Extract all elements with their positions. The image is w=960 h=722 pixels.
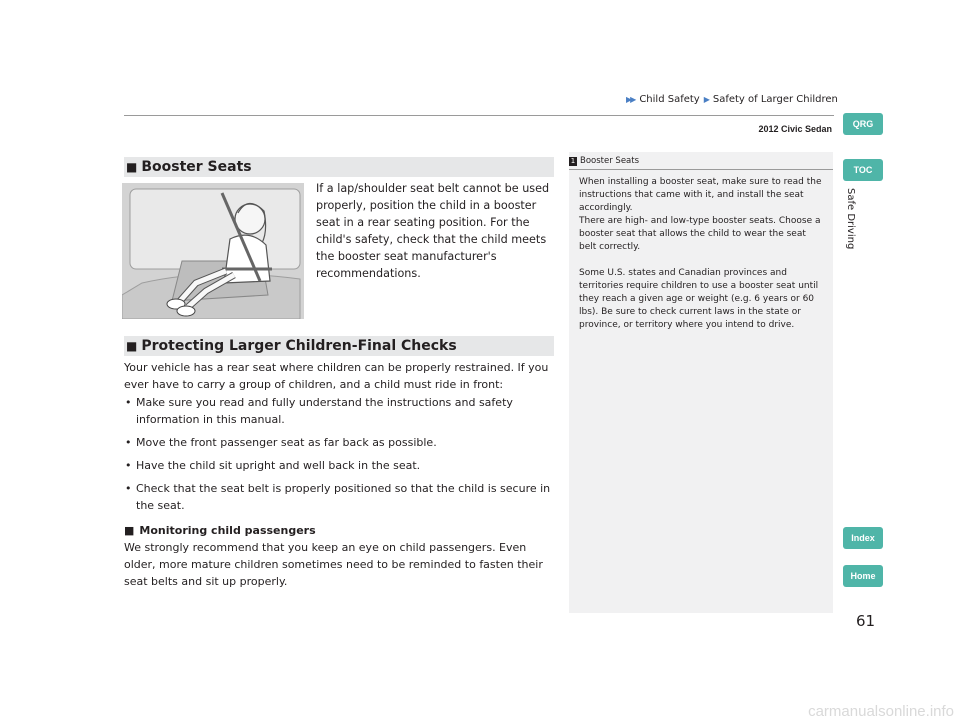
section-title: Booster Seats [141, 159, 252, 175]
subsection-marker-icon: ■ [124, 524, 135, 537]
bullet-icon: • [125, 482, 132, 495]
list-item: • Have the child sit upright and well back in the seat. [125, 459, 421, 472]
section-title: Protecting Larger Children-Final Checks [141, 338, 457, 354]
home-button[interactable]: Home [843, 565, 883, 587]
bullet-icon: • [125, 436, 132, 449]
index-button[interactable]: Index [843, 527, 883, 549]
list-item: • Make sure you read and fully understand the instructions and safety information in this manual. [125, 396, 513, 426]
note-number-badge: 1 [570, 157, 576, 165]
sidebar-paragraph: When installing a booster seat, make sure to read the instructions that came with it, and install the seat accordingly. [579, 177, 822, 213]
booster-seat-illustration [122, 183, 304, 319]
sidebar-header [569, 156, 833, 170]
breadcrumb-child-safety[interactable]: Child Safety [639, 94, 700, 105]
section-tab-safe-driving: Safe Driving [845, 188, 856, 250]
section-header-booster-seats [124, 157, 554, 177]
final-checks-intro: Your vehicle has a rear seat where children can be properly restrained. If you ever have to carry a group of children, and a child must ride in front: [124, 361, 549, 391]
subheading-title: Monitoring child passengers [139, 524, 316, 537]
bullet-icon: • [125, 396, 132, 409]
list-item: • Check that the seat belt is properly positioned so that the child is secure in the seat. [125, 482, 551, 512]
sidebar-body [579, 176, 823, 332]
qrg-button[interactable]: QRG [843, 113, 883, 135]
monitoring-paragraph: We strongly recommend that you keep an eye on child passengers. Even older, more mature children sometimes need to be reminded to fasten their seat belts and sit up properly. [124, 541, 543, 588]
section-header-final-checks [124, 336, 554, 356]
breadcrumb [626, 94, 838, 105]
model-title: 2012 Civic Sedan [758, 124, 832, 134]
sidebar-title[interactable]: Booster Seats [580, 156, 640, 166]
bullet-icon: • [125, 459, 132, 472]
sidebar-paragraph: There are high- and low-type booster seats. Choose a booster seat that allows the child to wear the seat belt correctly. [579, 216, 821, 252]
page-number: 61 [856, 612, 876, 630]
section-marker-icon: ■ [126, 339, 138, 353]
section-marker-icon: ■ [126, 160, 138, 174]
booster-seats-paragraph: If a lap/shoulder seat belt cannot be used properly, position the child in a booster seat in a rear seating position. For the child's safety, check that the child meets the booster seat manufacturer's recommendations. [316, 182, 550, 280]
subheading-monitoring [124, 524, 316, 537]
watermark: carmanualsonline.info [808, 703, 954, 720]
checklist [124, 394, 556, 520]
breadcrumb-larger-children[interactable]: Safety of Larger Children [712, 94, 838, 105]
header-rule [124, 115, 834, 116]
arrow-icon: ▶ [703, 95, 708, 104]
notes-sidebar [569, 152, 833, 613]
sidebar-paragraph: Some U.S. states and Canadian provinces and territories require children to use a booster seat until they reach a given age or weight (e.g. 6 years or 60 lbs). Be sure to check current laws in the state or province, or territory where you intend to drive. [579, 268, 819, 330]
toc-button[interactable]: TOC [843, 159, 883, 181]
list-item: • Move the front passenger seat as far back as possible. [125, 436, 437, 449]
arrow-icon: ▶▶ [626, 95, 635, 104]
